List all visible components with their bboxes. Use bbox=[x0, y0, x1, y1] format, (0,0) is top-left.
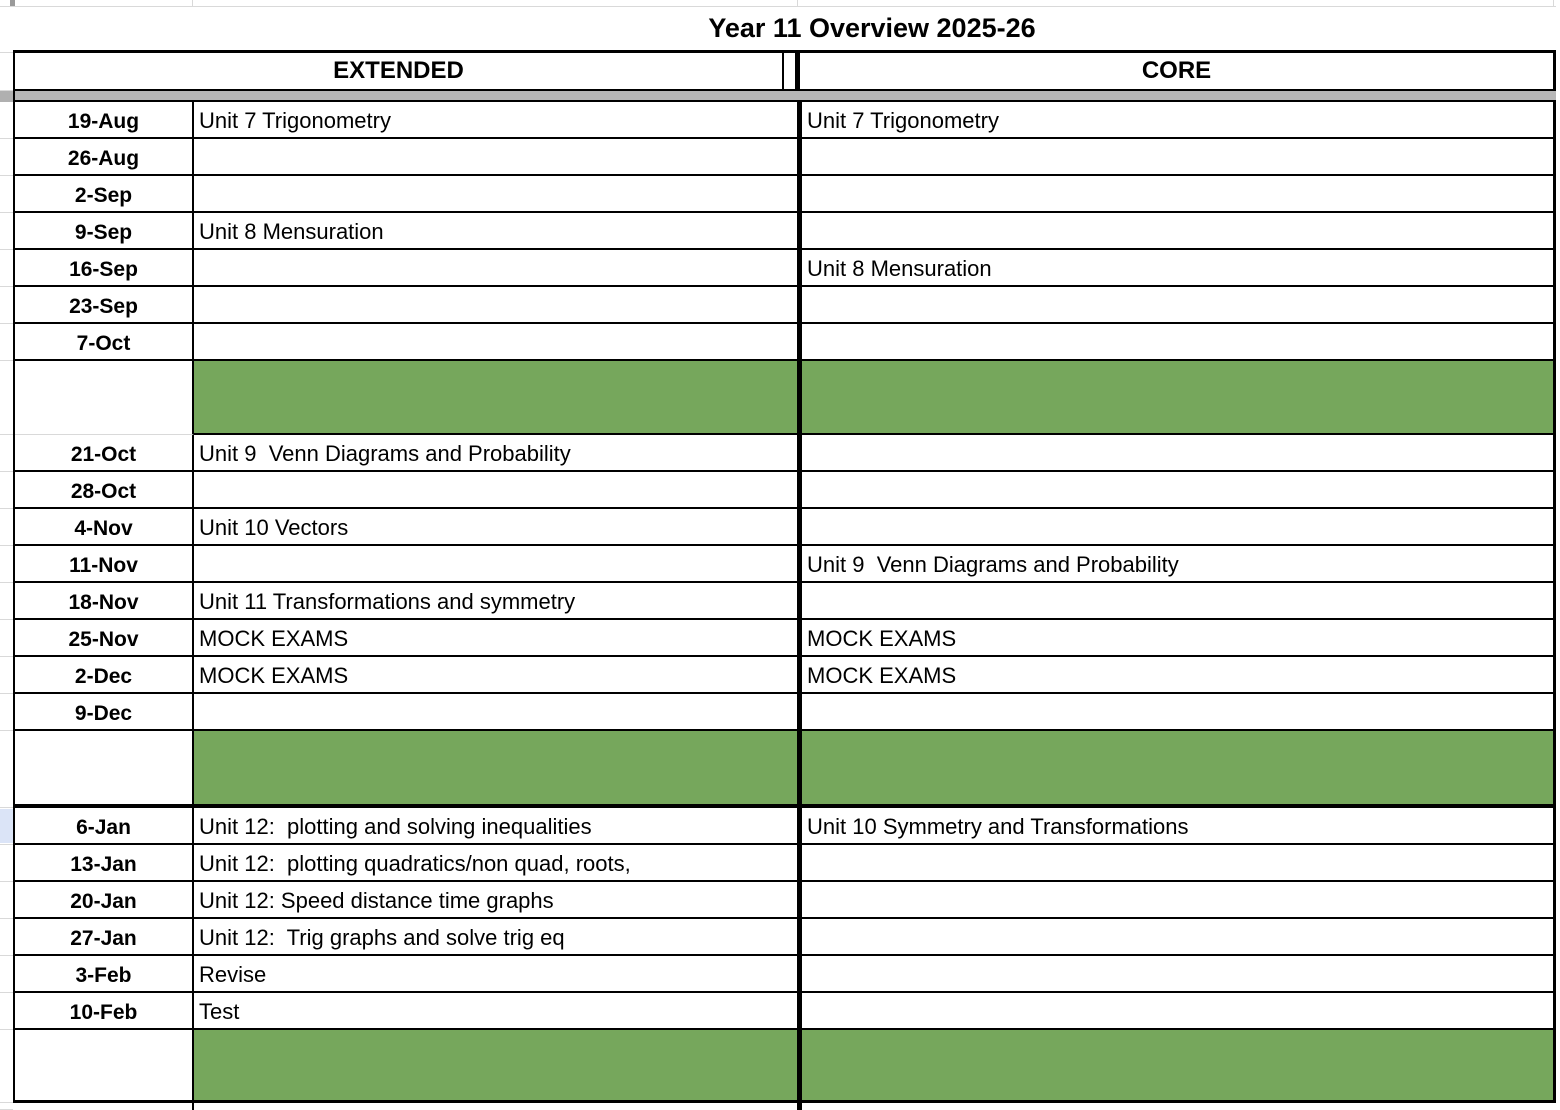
gutter-gridline bbox=[0, 545, 13, 546]
week-row bbox=[13, 509, 1556, 546]
gutter-gridline bbox=[0, 807, 13, 808]
gutter-gridline bbox=[0, 619, 13, 620]
week-row bbox=[13, 324, 1556, 361]
date-cell[interactable]: 10-Feb bbox=[15, 993, 194, 1028]
week-row bbox=[13, 472, 1556, 509]
core-cell[interactable] bbox=[802, 583, 1556, 618]
date-cell[interactable]: 2-Dec bbox=[15, 657, 194, 692]
week-row bbox=[13, 546, 1556, 583]
week-row bbox=[13, 882, 1556, 919]
date-cell[interactable]: 3-Feb bbox=[15, 956, 194, 991]
core-cell[interactable] bbox=[802, 176, 1556, 211]
extended-cell[interactable]: Revise bbox=[194, 956, 802, 991]
extended-cell[interactable] bbox=[194, 361, 802, 435]
gutter-gridline bbox=[0, 360, 13, 361]
week-row bbox=[13, 583, 1556, 620]
title-row bbox=[13, 7, 1556, 53]
week-row bbox=[13, 919, 1556, 956]
extended-cell[interactable]: Unit 12: plotting and solving inequalities bbox=[194, 808, 802, 843]
partial-row-top bbox=[13, 0, 1556, 7]
extended-cell[interactable] bbox=[194, 1030, 802, 1100]
extended-cell[interactable]: Unit 12: Speed distance time graphs bbox=[194, 882, 802, 917]
week-row bbox=[13, 808, 1556, 845]
extended-cell[interactable]: Unit 12: Trig graphs and solve trig eq bbox=[194, 919, 802, 954]
gutter-gridline bbox=[0, 881, 13, 882]
extended-cell[interactable]: Unit 12: plotting quadratics/non quad, roots, bbox=[194, 845, 802, 880]
core-cell[interactable]: Unit 8 Mensuration bbox=[802, 250, 1556, 285]
week-row bbox=[13, 694, 1556, 731]
core-cell[interactable] bbox=[802, 882, 1556, 917]
date-cell[interactable]: 2-Sep bbox=[15, 176, 194, 211]
week-row bbox=[13, 102, 1556, 139]
gridline-stub bbox=[797, 0, 798, 7]
core-cell[interactable] bbox=[802, 845, 1556, 880]
date-cell[interactable] bbox=[15, 361, 194, 435]
date-cell[interactable]: 26-Aug bbox=[15, 139, 194, 174]
date-cell[interactable]: 4-Nov bbox=[15, 509, 194, 544]
extended-cell[interactable] bbox=[194, 287, 802, 322]
holiday-break-row bbox=[13, 731, 1556, 808]
week-row bbox=[13, 139, 1556, 176]
gutter-gridline bbox=[0, 323, 13, 324]
core-cell[interactable] bbox=[802, 287, 1556, 322]
core-cell[interactable] bbox=[802, 509, 1556, 544]
gray-spacer-row bbox=[13, 91, 1556, 102]
gutter-gridline bbox=[0, 693, 13, 694]
gutter-gridline bbox=[0, 286, 13, 287]
core-cell[interactable] bbox=[802, 361, 1556, 435]
extended-cell[interactable] bbox=[194, 324, 802, 359]
week-row bbox=[13, 250, 1556, 287]
gutter-gridline bbox=[0, 52, 13, 53]
date-cell[interactable]: 11-Nov bbox=[15, 546, 194, 581]
core-cell[interactable] bbox=[802, 731, 1556, 804]
core-cell[interactable] bbox=[802, 919, 1556, 954]
week-row bbox=[13, 956, 1556, 993]
gutter-gridline bbox=[0, 955, 13, 956]
gridline-stub bbox=[797, 1103, 802, 1110]
extended-cell[interactable] bbox=[194, 176, 802, 211]
gutter-gridline bbox=[0, 138, 13, 139]
date-cell[interactable]: 20-Jan bbox=[15, 882, 194, 917]
holiday-break-row bbox=[13, 1030, 1556, 1103]
gutter-gridline bbox=[0, 844, 13, 845]
gutter-gridline bbox=[0, 6, 13, 7]
core-cell[interactable] bbox=[802, 1030, 1556, 1100]
week-row bbox=[13, 620, 1556, 657]
core-cell[interactable] bbox=[802, 694, 1556, 729]
header-gap bbox=[784, 53, 795, 89]
date-cell[interactable]: 28-Oct bbox=[15, 472, 194, 507]
core-cell[interactable] bbox=[802, 993, 1556, 1028]
extended-cell[interactable]: Test bbox=[194, 993, 802, 1028]
week-row bbox=[13, 176, 1556, 213]
core-cell[interactable] bbox=[802, 956, 1556, 991]
core-cell[interactable] bbox=[802, 324, 1556, 359]
date-cell[interactable]: 25-Nov bbox=[15, 620, 194, 655]
date-cell[interactable]: 6-Jan bbox=[15, 808, 194, 843]
gutter-gridline bbox=[0, 582, 13, 583]
extended-cell[interactable]: MOCK EXAMS bbox=[194, 620, 802, 655]
week-row bbox=[13, 993, 1556, 1030]
extended-cell[interactable] bbox=[194, 250, 802, 285]
week-rows bbox=[13, 102, 1556, 1103]
date-cell[interactable] bbox=[15, 1030, 194, 1100]
extended-cell[interactable] bbox=[194, 546, 802, 581]
date-cell[interactable]: 23-Sep bbox=[15, 287, 194, 322]
core-cell[interactable] bbox=[802, 213, 1556, 248]
extended-cell[interactable]: MOCK EXAMS bbox=[194, 657, 802, 692]
gutter-gridline bbox=[0, 656, 13, 657]
holiday-break-row bbox=[13, 361, 1556, 435]
gutter-gridline bbox=[0, 992, 13, 993]
week-row bbox=[13, 435, 1556, 472]
overview-table bbox=[13, 0, 1556, 1110]
extended-cell[interactable] bbox=[194, 731, 802, 804]
date-cell[interactable]: 21-Oct bbox=[15, 435, 194, 470]
gutter-gridline bbox=[0, 1102, 13, 1103]
column-header-core[interactable]: CORE bbox=[795, 53, 1556, 89]
week-row bbox=[13, 287, 1556, 324]
gutter-gridline bbox=[0, 730, 13, 731]
column-header-row bbox=[13, 53, 1556, 91]
extended-cell[interactable]: Unit 9 Venn Diagrams and Probability bbox=[194, 435, 802, 470]
date-cell[interactable]: 27-Jan bbox=[15, 919, 194, 954]
gutter-top-nub bbox=[10, 0, 15, 6]
gutter-gridline bbox=[0, 508, 13, 509]
week-row bbox=[13, 657, 1556, 694]
gridline-stub bbox=[1553, 0, 1554, 7]
gridline-stub bbox=[192, 1103, 194, 1110]
date-cell[interactable]: 18-Nov bbox=[15, 583, 194, 618]
gutter-gridline bbox=[0, 1029, 13, 1030]
gutter-gridline bbox=[0, 175, 13, 176]
core-cell[interactable]: Unit 7 Trigonometry bbox=[802, 102, 1556, 137]
gutter-gridline bbox=[0, 249, 13, 250]
date-cell[interactable]: 9-Sep bbox=[15, 213, 194, 248]
gutter-gridline bbox=[0, 212, 13, 213]
extended-cell[interactable] bbox=[194, 139, 802, 174]
gutter-gridline bbox=[0, 918, 13, 919]
core-cell[interactable]: Unit 10 Symmetry and Transformations bbox=[802, 808, 1556, 843]
date-cell[interactable]: 16-Sep bbox=[15, 250, 194, 285]
week-row bbox=[13, 213, 1556, 250]
date-cell[interactable] bbox=[15, 731, 194, 804]
core-cell[interactable] bbox=[802, 139, 1556, 174]
core-cell[interactable]: MOCK EXAMS bbox=[802, 620, 1556, 655]
partial-row-bottom bbox=[13, 1103, 1556, 1110]
extended-cell[interactable]: Unit 10 Vectors bbox=[194, 509, 802, 544]
date-cell[interactable]: 19-Aug bbox=[15, 102, 194, 137]
gutter-spacer-segment bbox=[0, 91, 13, 102]
sheet-title[interactable]: Year 11 Overview 2025-26 bbox=[708, 13, 1036, 43]
core-cell[interactable] bbox=[802, 472, 1556, 507]
extended-cell[interactable] bbox=[194, 472, 802, 507]
week-row bbox=[13, 845, 1556, 882]
gutter-gridline bbox=[0, 471, 13, 472]
extended-cell[interactable]: Unit 11 Transformations and symmetry bbox=[194, 583, 802, 618]
core-cell[interactable] bbox=[802, 435, 1556, 470]
core-cell[interactable]: MOCK EXAMS bbox=[802, 657, 1556, 692]
date-cell[interactable]: 7-Oct bbox=[15, 324, 194, 359]
extended-cell[interactable] bbox=[194, 694, 802, 729]
date-cell[interactable]: 13-Jan bbox=[15, 845, 194, 880]
gutter-gridline bbox=[0, 434, 13, 435]
gridline-stub bbox=[192, 0, 193, 7]
extended-cell[interactable]: Unit 7 Trigonometry bbox=[194, 102, 802, 137]
gutter-current-week-highlight bbox=[0, 809, 13, 843]
date-cell[interactable]: 9-Dec bbox=[15, 694, 194, 729]
column-header-extended[interactable]: EXTENDED bbox=[15, 53, 784, 89]
extended-cell[interactable]: Unit 8 Mensuration bbox=[194, 213, 802, 248]
core-cell[interactable]: Unit 9 Venn Diagrams and Probability bbox=[802, 546, 1556, 581]
